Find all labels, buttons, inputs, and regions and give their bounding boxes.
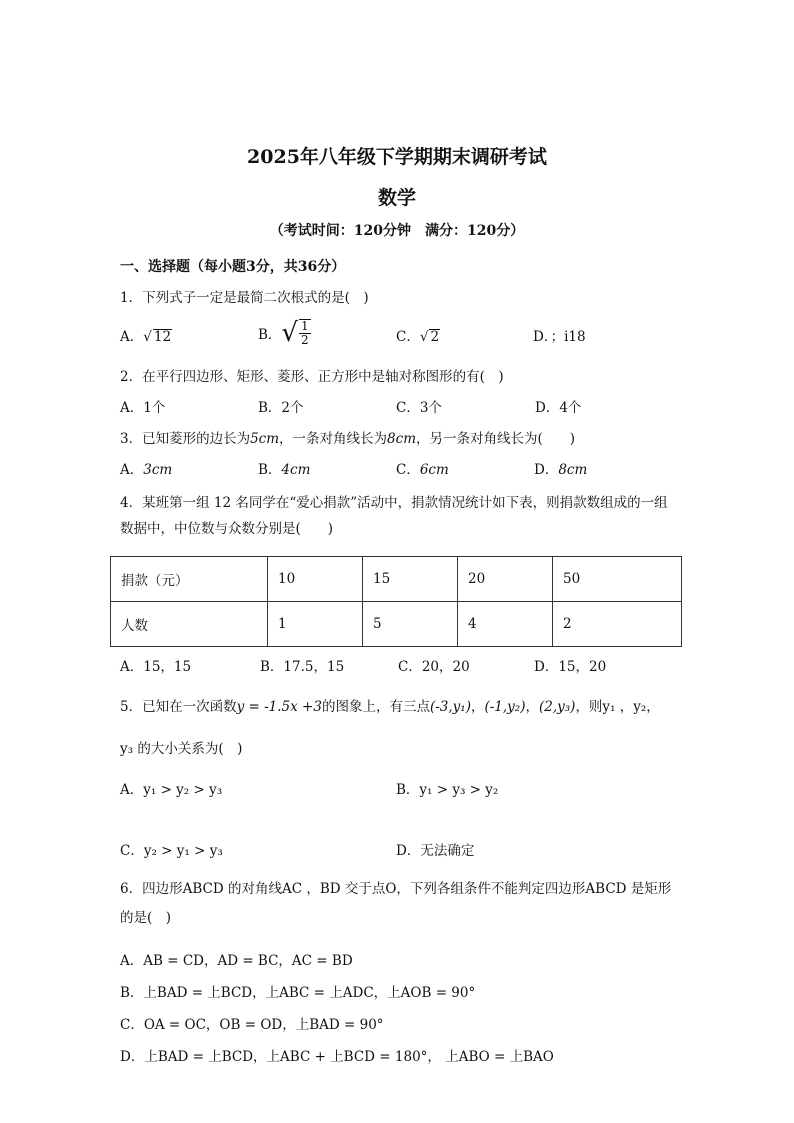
q5-option-d: D．无法确定 xyxy=(396,843,475,859)
q1-b-denominator: 2 xyxy=(301,333,309,347)
table-cell: 50 xyxy=(553,557,682,602)
table-row xyxy=(111,602,682,647)
table-cell: 5 xyxy=(363,602,458,647)
q3-c-value: 6cm xyxy=(419,462,449,478)
q1-option-c: C．√ 2 xyxy=(396,329,440,345)
q2-option-b: B．2个 xyxy=(258,400,304,416)
table-cell: 10 xyxy=(268,557,363,602)
q3-option-c xyxy=(396,458,449,478)
table-cell: 捐款（元） xyxy=(111,557,268,602)
q5-option-a: A．y₁ > y₂ > y₃ xyxy=(120,782,223,798)
q2-option-c: C．3个 xyxy=(396,400,442,416)
q1-c-radicand: 2 xyxy=(430,329,440,345)
q2-option-d: D．4个 xyxy=(535,400,582,416)
q3-option-b xyxy=(258,458,310,478)
q1-stem: 1．下列式子一定是最简二次根式的是( ) xyxy=(120,290,369,306)
q6-option-d: D．上BAD = 上BCD，上ABC + 上BCD = 180°， 上ABO = 上BAO xyxy=(120,1049,554,1065)
table-cell: 人数 xyxy=(111,602,268,647)
q5-point-3: (2,y₃) xyxy=(538,699,576,715)
q3-d-label: D． xyxy=(534,462,559,478)
q3-option-d xyxy=(534,458,587,478)
q3-option-a xyxy=(120,458,172,478)
q4-option-d: D．15，20 xyxy=(534,659,607,675)
q3-a-value: 3cm xyxy=(143,462,173,478)
q1-a-label: A． xyxy=(120,329,144,345)
q3-stem xyxy=(120,427,575,447)
donation-table xyxy=(110,556,682,647)
table-cell: 20 xyxy=(458,557,553,602)
q1-d-label: D． xyxy=(533,329,551,345)
q4-stem-line1: 4．某班第一组 12 名同学在“爱心捐款”活动中，捐款情况统计如下表，则捐款数组成的一组 xyxy=(120,495,668,511)
exam-title: 2025年八年级下学期期末调研考试 xyxy=(247,146,547,168)
table-cell: 1 xyxy=(268,602,363,647)
q2-option-a: A．1个 xyxy=(120,400,166,416)
q3-b-label: B． xyxy=(258,462,282,478)
table-cell: 15 xyxy=(363,557,458,602)
q3-stem-post: ，另一条对角线长为( ) xyxy=(416,431,576,447)
q5-stem-mid: 的图象上，有三点 xyxy=(321,699,430,715)
q5-function: y = -1.5x +3 xyxy=(236,699,322,715)
q5-stem-line1: 5．已知在一次函数y = -1.5x +3的图象上，有三点(-3,y₁)，(-1,y₂)，(2,y₃)，则y₁ ，y₂， xyxy=(120,699,660,715)
q6-stem-line2: 的是( ) xyxy=(120,910,172,926)
q5-point-1: (-3,y₁) xyxy=(429,699,471,715)
q4-option-b: B．17.5，15 xyxy=(260,659,345,675)
q1-option-d xyxy=(533,325,586,345)
q3-d-value: 8cm xyxy=(558,462,588,478)
q5-stem-post: ，则y₁ ，y₂， xyxy=(575,699,660,715)
q5-option-b: B．y₁ > y₃ > y₂ xyxy=(396,782,499,798)
q5-option-c: C．y₂ > y₁ > y₃ xyxy=(120,843,223,859)
q1-d-text: ；i18 xyxy=(550,329,586,345)
subject-title: 数学 xyxy=(377,187,416,209)
q6-option-a: A．AB = CD，AD = BC，AC = BD xyxy=(120,953,353,969)
q3-diagonal-length: 8cm xyxy=(387,431,416,447)
section-heading: 一、选择题（每小题3分，共36分） xyxy=(120,259,346,275)
q6-option-c: C．OA = OC，OB = OD，上BAD = 90° xyxy=(120,1017,384,1033)
q5-stem-line2: y₃ 的大小关系为( ) xyxy=(120,741,243,757)
q3-stem-mid: ，一条对角线长为 xyxy=(279,431,388,447)
q5-point-2: (-1,y₂) xyxy=(484,699,526,715)
q1-c-label: C． xyxy=(396,329,420,345)
q6-stem-line1: 6．四边形ABCD 的对角线AC ，BD 交于点O，下列各组条件不能判定四边形ABCD 是矩形 xyxy=(120,881,672,897)
q5-stem-pre: 5．已知在一次函数 xyxy=(120,699,237,715)
q1-a-radicand: 12 xyxy=(153,329,172,345)
q1-option-b: B．√ $\frac{1}{2}$ xyxy=(258,318,309,348)
q4-option-c: C．20，20 xyxy=(398,659,470,675)
q1-b-label: B． xyxy=(258,327,282,343)
exam-info: （考试时间：120分钟 满分：120分） xyxy=(269,223,525,239)
q3-side-length: 5cm xyxy=(250,431,280,447)
q3-b-value: 4cm xyxy=(281,462,311,478)
table-cell: 4 xyxy=(458,602,553,647)
q1-option-a: A．√ 12 xyxy=(120,329,172,345)
q4-option-a: A．15，15 xyxy=(120,659,192,675)
q2-stem: 2．在平行四边形、矩形、菱形、正方形中是轴对称图形的有( ) xyxy=(120,369,504,385)
q3-a-label: A． xyxy=(120,462,144,478)
q1-b-numerator: 1 xyxy=(301,319,309,333)
q4-stem-line2: 数据中，中位数与众数分别是( ) xyxy=(120,521,334,537)
q6-option-b: B．上BAD = 上BCD，上ABC = 上ADC，上AOB = 90° xyxy=(120,985,476,1001)
q3-c-label: C． xyxy=(396,462,420,478)
q3-stem-pre: 3．已知菱形的边长为 xyxy=(120,431,251,447)
table-row xyxy=(111,557,682,602)
table-cell: 2 xyxy=(553,602,682,647)
